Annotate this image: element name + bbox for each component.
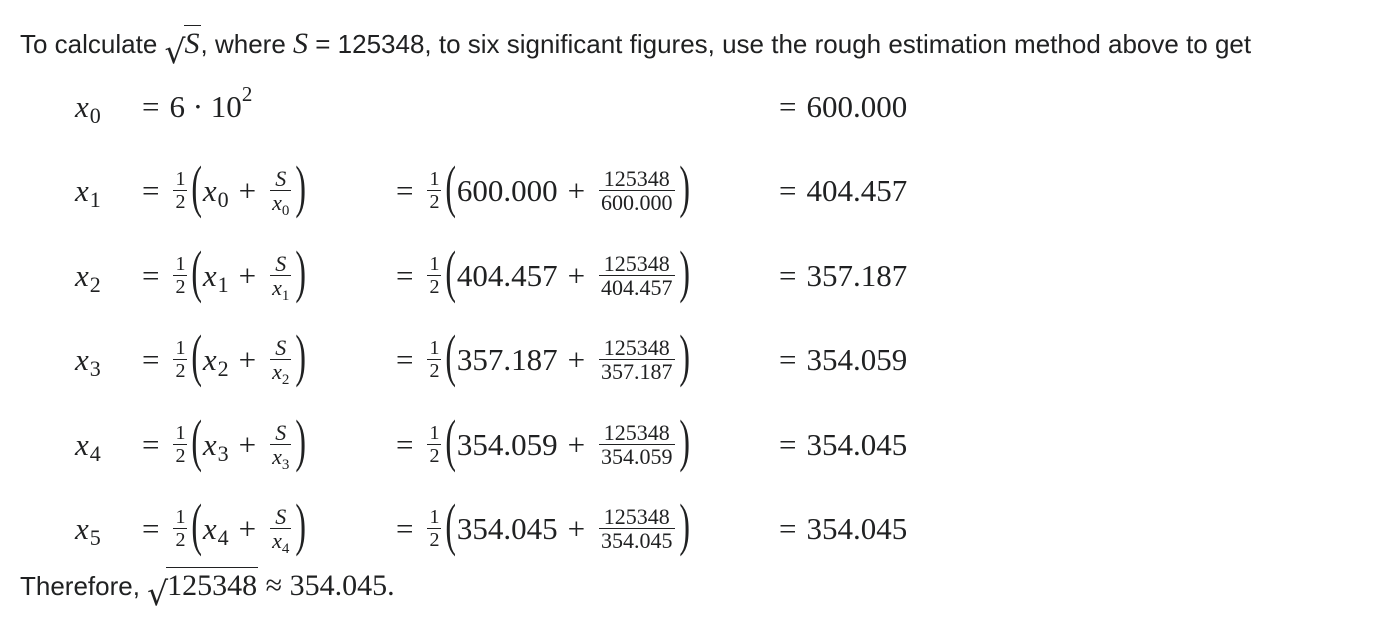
conclusion-approx: ≈ 354.045. <box>258 569 395 602</box>
half-fraction: $\frac{1}{2}$ <box>175 168 186 213</box>
half-fraction: $\frac{1}{2}$ <box>429 168 440 213</box>
value-fraction: $\frac{125348}{404.457}$ <box>601 250 673 300</box>
half-fraction: $\frac{1}{2}$ <box>175 422 186 467</box>
conclusion-sentence <box>20 566 395 613</box>
half-fraction: $\frac{1}{2}$ <box>175 253 186 298</box>
s-over-x-fraction: $\frac{S}{x_2}$ <box>272 334 290 388</box>
iteration-result: = 354.059 <box>779 342 908 377</box>
equation-row-0 <box>0 72 1400 142</box>
prev-value: 354.059 <box>456 427 558 462</box>
equation-row-2 <box>0 241 1400 311</box>
initial-expression: = 6 · 10 2 <box>142 81 253 124</box>
result-x0: = 600.000 <box>779 89 908 124</box>
intro-mid2: = 125348, to six significant figures, use the rough estimation method above to get <box>308 29 1252 59</box>
conclusion-radicand: 125348 <box>167 569 258 602</box>
half-fraction: $\frac{1}{2}$ <box>429 422 440 467</box>
sqrt-result <box>147 567 258 613</box>
numeric-expression: = $\frac{1}{2}$ ( 357.187 + $\frac{125348}{357.187}$ ) <box>396 323 690 388</box>
equation-row-1 <box>0 156 1400 226</box>
sqrt-s <box>164 25 201 71</box>
iteration-result: = 354.045 <box>779 427 908 462</box>
symbolic-expression: = $\frac{1}{2}$ ( x 1 + $\frac{S}{x_1}$ ) <box>142 239 307 304</box>
intro-lead: To calculate <box>20 29 165 59</box>
numeric-expression: = $\frac{1}{2}$ ( 404.457 + $\frac{125348}{404.457}$ ) <box>396 239 690 304</box>
s-symbol: S <box>293 27 309 60</box>
var-x: x 3 <box>75 342 101 381</box>
s-over-x-fraction: $\frac{S}{x_1}$ <box>272 250 290 304</box>
iteration-result: = 357.187 <box>779 258 908 293</box>
value-fraction: $\frac{125348}{600.000}$ <box>601 165 673 215</box>
numeric-expression: = $\frac{1}{2}$ ( 354.059 + $\frac{125348}{354.059}$ ) <box>396 408 690 473</box>
iteration-result: = 404.457 <box>779 173 908 208</box>
equation-row-3 <box>0 325 1400 395</box>
sqrt-s-radicand: S <box>184 27 200 60</box>
s-over-x-fraction: $\frac{S}{x_0}$ <box>272 165 290 219</box>
radical-sign: √ <box>164 32 186 71</box>
numeric-expression: = $\frac{1}{2}$ ( 354.045 + $\frac{125348}{354.045}$ ) <box>396 492 690 557</box>
s-over-x-fraction: $\frac{S}{x_4}$ <box>272 503 290 557</box>
symbolic-expression: = $\frac{1}{2}$ ( x 2 + $\frac{S}{x_2}$ ) <box>142 323 307 388</box>
equation-row-5 <box>0 494 1400 564</box>
symbolic-expression: = $\frac{1}{2}$ ( x 3 + $\frac{S}{x_3}$ ) <box>142 408 307 473</box>
intro-mid1: , where <box>200 29 294 59</box>
equation-row-4 <box>0 410 1400 480</box>
prev-value: 354.045 <box>456 511 558 546</box>
prev-value: 404.457 <box>456 258 558 293</box>
var-x: x 1 <box>75 173 101 212</box>
value-fraction: $\frac{125348}{354.059}$ <box>601 419 673 469</box>
numeric-expression: = $\frac{1}{2}$ ( 600.000 + $\frac{125348}{600.000}$ ) <box>396 154 690 219</box>
var-x: x 4 <box>75 427 101 466</box>
half-fraction: $\frac{1}{2}$ <box>175 337 186 382</box>
var-x: x 2 <box>75 258 101 297</box>
var-x0: x 0 <box>75 89 101 128</box>
iteration-result: = 354.045 <box>779 511 908 546</box>
radical-sign: √ <box>147 574 169 613</box>
value-fraction: $\frac{125348}{354.045}$ <box>601 503 673 553</box>
value-fraction: $\frac{125348}{357.187}$ <box>601 334 673 384</box>
symbolic-expression: = $\frac{1}{2}$ ( x 4 + $\frac{S}{x_4}$ ) <box>142 492 307 557</box>
intro-sentence <box>20 24 1252 71</box>
var-x: x 5 <box>75 511 101 550</box>
symbolic-expression: = $\frac{1}{2}$ ( x 0 + $\frac{S}{x_0}$ ) <box>142 154 307 219</box>
prev-value: 357.187 <box>456 342 558 377</box>
s-over-x-fraction: $\frac{S}{x_3}$ <box>272 419 290 473</box>
prev-value: 600.000 <box>456 173 558 208</box>
half-fraction: $\frac{1}{2}$ <box>429 506 440 551</box>
conclusion-lead: Therefore, <box>20 571 148 601</box>
half-fraction: $\frac{1}{2}$ <box>175 506 186 551</box>
half-fraction: $\frac{1}{2}$ <box>429 337 440 382</box>
half-fraction: $\frac{1}{2}$ <box>429 253 440 298</box>
